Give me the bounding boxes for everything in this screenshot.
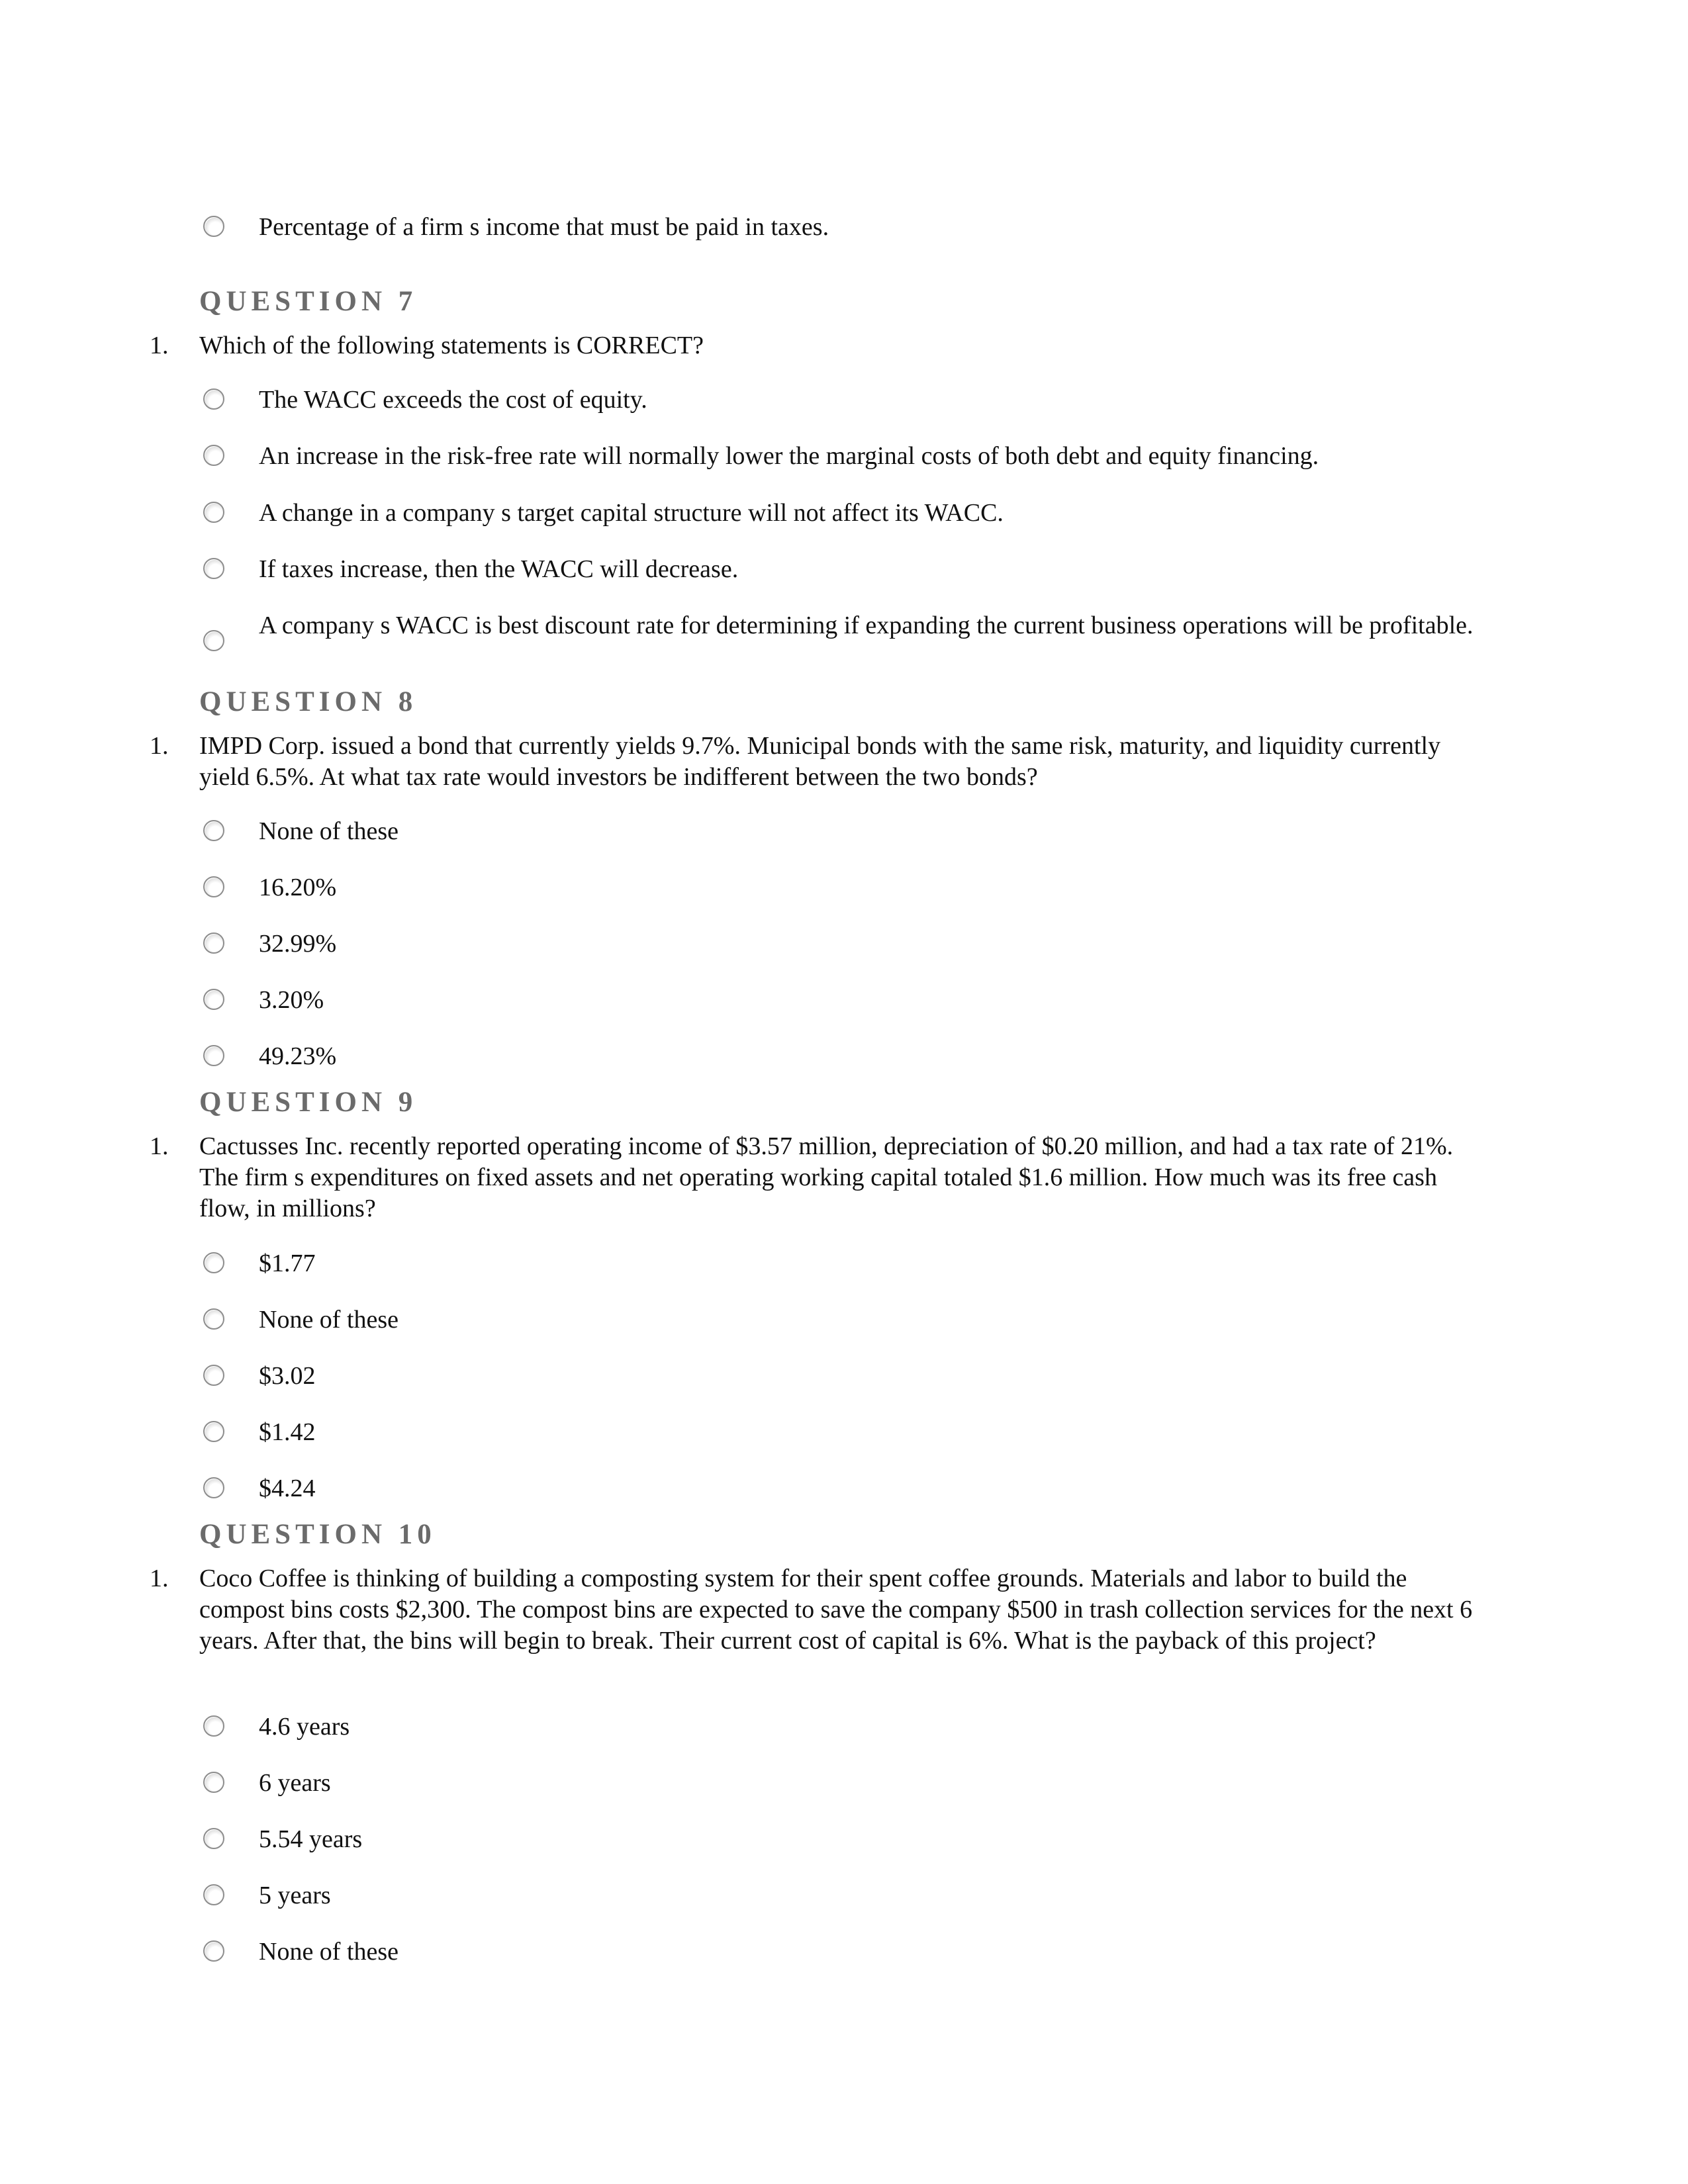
option-radio[interactable] [203,1477,224,1498]
option-radio[interactable] [203,1940,224,1962]
option-radio[interactable] [203,1045,224,1066]
option-label: A change in a company s target capital structure will not affect its WACC. [259,499,1004,527]
question-number: 1. [150,732,169,760]
option-radio[interactable] [203,1252,224,1273]
question-heading: QUESTION 10 [199,1519,436,1550]
option-radio[interactable] [203,1884,224,1905]
option-label: $4.24 [259,1475,316,1502]
option-label: 16.20% [259,874,337,901]
option-label: None of these [259,1938,399,1966]
option-radio[interactable] [203,1772,224,1793]
option-label: None of these [259,1306,399,1334]
option-radio[interactable] [203,502,224,523]
option-radio[interactable] [203,216,224,237]
option-radio[interactable] [203,933,224,954]
question-number: 1. [150,332,169,359]
option-radio[interactable] [203,1715,224,1737]
question-heading: QUESTION 9 [199,1087,418,1118]
option-label: 49.23% [259,1042,337,1070]
question-text: Coco Coffee is thinking of building a composting system for their spent coffee grounds. Materials and labor to build the compost bins costs $2,300. The compost bins are expected to save the company $500 in trash collection services for the next 6 years. After that, the bins will begin to break. Their current cost of capital is 6%. What is the payback of this project? [199,1565,1473,1655]
option-radio[interactable] [203,1365,224,1386]
option-label: None of these [259,817,399,845]
option-radio[interactable] [203,1421,224,1442]
question-text: Which of the following statements is CORRECT? [199,332,704,359]
option-radio[interactable] [203,876,224,897]
option-label: 5.54 years [259,1825,363,1853]
question-heading: QUESTION 7 [199,286,418,317]
question-number: 1. [150,1132,169,1160]
option-label: If taxes increase, then the WACC will decrease. [259,555,739,583]
option-radio[interactable] [203,558,224,579]
option-label: $3.02 [259,1362,316,1390]
option-radio[interactable] [203,445,224,466]
question-text: IMPD Corp. issued a bond that currently yields 9.7%. Municipal bonds with the same risk, maturity, and liquidity currently yield 6.5%. At what tax rate would investors be indifferent between the two bonds? [199,732,1441,791]
option-label: $1.42 [259,1418,316,1446]
option-radio[interactable] [203,989,224,1010]
option-label: 6 years [259,1769,331,1797]
option-radio[interactable] [203,630,224,651]
option-label: A company s WACC is best discount rate for determining if expanding the current business operations will be profitable. [259,612,1474,639]
option-radio[interactable] [203,388,224,410]
option-radio[interactable] [203,1308,224,1330]
option-label: 32.99% [259,930,337,958]
option-label: The WACC exceeds the cost of equity. [259,386,647,414]
question-number: 1. [150,1565,169,1592]
option-label: 3.20% [259,986,324,1014]
question-heading: QUESTION 8 [199,686,418,717]
option-radio[interactable] [203,820,224,841]
option-label: $1.77 [259,1250,316,1277]
option-label: An increase in the risk-free rate will normally lower the marginal costs of both debt and equity financing. [259,442,1319,470]
question-text: Cactusses Inc. recently reported operating income of $3.57 million, depreciation of $0.20 million, and had a tax rate of 21%. The firm s expenditures on fixed assets and net operating working capital totaled $1.6 million. How much was its free cash flow, in millions? [199,1132,1454,1222]
option-label: Percentage of a firm s income that must be paid in taxes. [259,213,829,241]
option-label: 5 years [259,1882,331,1909]
option-radio[interactable] [203,1828,224,1849]
option-label: 4.6 years [259,1713,350,1741]
